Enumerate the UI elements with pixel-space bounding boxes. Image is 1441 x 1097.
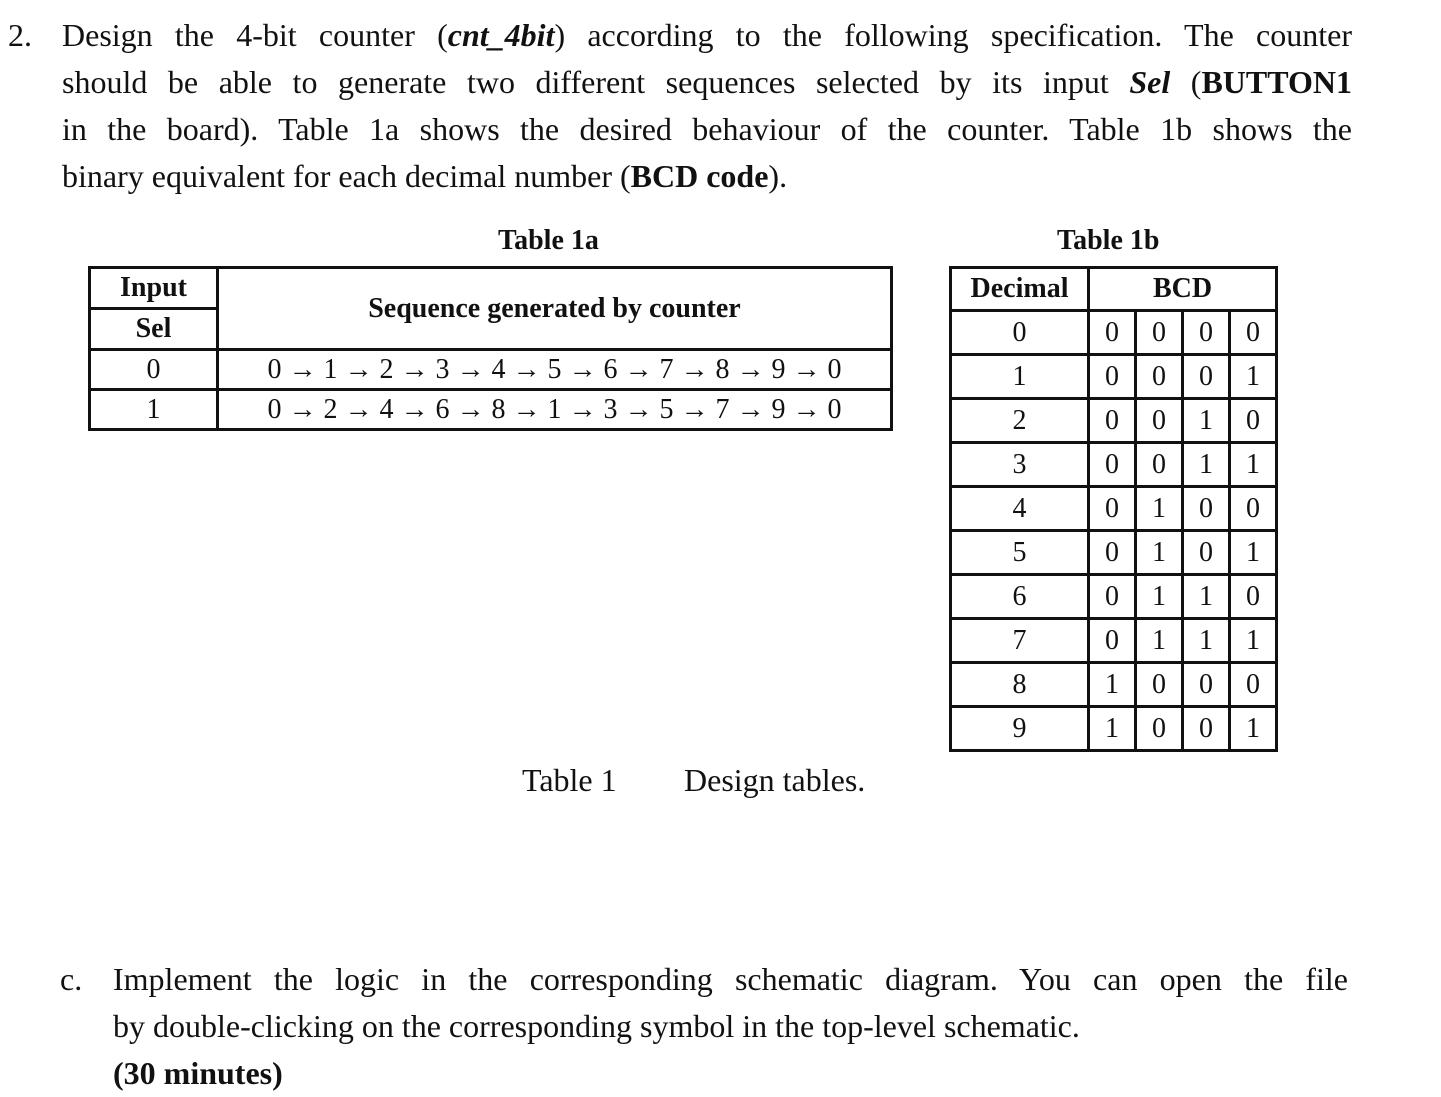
button-name: BUTTON1	[1201, 64, 1353, 100]
sel-cell: 1	[90, 390, 218, 430]
bcd-bit-cell: 1	[1136, 575, 1183, 619]
table-row	[90, 390, 892, 430]
bcd-bit-cell: 1	[1136, 487, 1183, 531]
question-line-2	[62, 59, 1352, 106]
caption-label: Table 1	[522, 762, 617, 798]
bcd-bit-cell: 1	[1136, 619, 1183, 663]
table-1b	[949, 266, 1278, 752]
sel-input-name: Sel	[1129, 64, 1171, 100]
bcd-bit-cell: 0	[1089, 619, 1136, 663]
header-decimal: Decimal	[951, 268, 1089, 311]
bcd-bit-cell: 0	[1183, 311, 1230, 355]
bcd-bit-cell: 0	[1183, 707, 1230, 751]
table-row	[90, 350, 892, 390]
bcd-bit-cell: 0	[1136, 707, 1183, 751]
decimal-cell: 5	[951, 531, 1089, 575]
table-1b-body	[951, 311, 1277, 751]
bcd-bit-cell: 0	[1183, 663, 1230, 707]
bcd-bit-cell: 0	[1089, 443, 1136, 487]
bcd-bit-cell: 1	[1230, 707, 1277, 751]
header-sel: Sel	[90, 309, 218, 350]
decimal-cell: 9	[951, 707, 1089, 751]
decimal-cell: 3	[951, 443, 1089, 487]
bcd-bit-cell: 1	[1089, 663, 1136, 707]
table-row	[951, 311, 1277, 355]
q-line2-part-b: (	[1170, 64, 1202, 100]
caption-text: Design tables.	[684, 762, 866, 798]
decimal-cell: 4	[951, 487, 1089, 531]
bcd-bit-cell: 0	[1230, 399, 1277, 443]
bcd-bit-cell: 0	[1230, 575, 1277, 619]
q-line4-part-b: ).	[768, 158, 788, 194]
part-c-line-2: by double-clicking on the corresponding symbol in the top-level schematic.	[113, 1008, 1080, 1044]
table-row	[951, 619, 1277, 663]
bcd-bit-cell: 1	[1183, 619, 1230, 663]
bcd-bit-cell: 0	[1183, 355, 1230, 399]
part-c-text	[113, 956, 1348, 1097]
table-1a-header-row	[90, 268, 892, 309]
bcd-bit-cell: 1	[1089, 707, 1136, 751]
table-1b-header-row	[951, 268, 1277, 311]
bcd-bit-cell: 0	[1230, 663, 1277, 707]
table-row	[951, 487, 1277, 531]
bcd-bit-cell: 0	[1136, 399, 1183, 443]
bcd-bit-cell: 0	[1089, 311, 1136, 355]
table-1b-title: Table 1b	[1057, 225, 1160, 256]
table-row	[951, 575, 1277, 619]
bcd-bit-cell: 0	[1089, 575, 1136, 619]
question-line-1	[62, 12, 1352, 59]
table-1a	[88, 266, 893, 431]
table-row	[951, 443, 1277, 487]
table-row	[951, 399, 1277, 443]
bcd-bit-cell: 1	[1230, 355, 1277, 399]
q-line2-part-a: should be able to generate two different sequences selected by its input	[62, 64, 1130, 100]
question-number: 2.	[8, 17, 32, 53]
bcd-bit-cell: 1	[1230, 531, 1277, 575]
decimal-cell: 1	[951, 355, 1089, 399]
q-line1-part-a: Design the 4-bit counter (	[62, 17, 448, 53]
decimal-cell: 8	[951, 663, 1089, 707]
table-row	[951, 531, 1277, 575]
bcd-bit-cell: 0	[1089, 531, 1136, 575]
q-line1-part-b: ) according to the following specification. The counter	[554, 17, 1353, 53]
bcd-bit-cell: 1	[1183, 443, 1230, 487]
bcd-bit-cell: 0	[1136, 311, 1183, 355]
bcd-bit-cell: 0	[1136, 355, 1183, 399]
question-text	[62, 12, 1352, 200]
bcd-bit-cell: 0	[1230, 311, 1277, 355]
table-row	[951, 663, 1277, 707]
sequence-cell: 0 → 1 → 2 → 3 → 4 → 5 → 6 → 7 → 8 → 9 → 0	[218, 350, 892, 390]
question-line-3: in the board). Table 1a shows the desired behaviour of the counter. Table 1b shows the	[62, 111, 1352, 147]
bcd-bit-cell: 0	[1089, 355, 1136, 399]
bcd-bit-cell: 1	[1230, 619, 1277, 663]
sequence-cell: 0 → 2 → 4 → 6 → 8 → 1 → 3 → 5 → 7 → 9 → 0	[218, 390, 892, 430]
bcd-code-label: BCD code	[630, 158, 769, 194]
bcd-bit-cell: 1	[1183, 399, 1230, 443]
part-c-letter: c.	[60, 961, 83, 997]
part-c-line-1: Implement the logic in the corresponding schematic diagram. You can open the file	[113, 961, 1348, 997]
bcd-bit-cell: 1	[1183, 575, 1230, 619]
header-input: Input	[90, 268, 218, 309]
decimal-cell: 7	[951, 619, 1089, 663]
bcd-bit-cell: 0	[1230, 487, 1277, 531]
bcd-bit-cell: 0	[1089, 399, 1136, 443]
bcd-bit-cell: 0	[1136, 663, 1183, 707]
header-sequence: Sequence generated by counter	[218, 268, 892, 350]
bcd-bit-cell: 0	[1183, 487, 1230, 531]
decimal-cell: 6	[951, 575, 1089, 619]
sel-cell: 0	[90, 350, 218, 390]
bcd-bit-cell: 0	[1183, 531, 1230, 575]
header-bcd: BCD	[1089, 268, 1277, 311]
table-row	[951, 707, 1277, 751]
table-1a-title: Table 1a	[498, 225, 599, 256]
table-row	[951, 355, 1277, 399]
bcd-bit-cell: 1	[1136, 531, 1183, 575]
table-caption	[522, 760, 865, 800]
decimal-cell: 0	[951, 311, 1089, 355]
part-c-time: (30 minutes)	[113, 1055, 283, 1091]
bcd-bit-cell: 1	[1230, 443, 1277, 487]
decimal-cell: 2	[951, 399, 1089, 443]
q-line4-part-a: binary equivalent for each decimal number (	[62, 158, 631, 194]
question-line-4	[62, 153, 1352, 200]
counter-name: cnt_4bit	[447, 17, 555, 53]
bcd-bit-cell: 0	[1136, 443, 1183, 487]
bcd-bit-cell: 0	[1089, 487, 1136, 531]
